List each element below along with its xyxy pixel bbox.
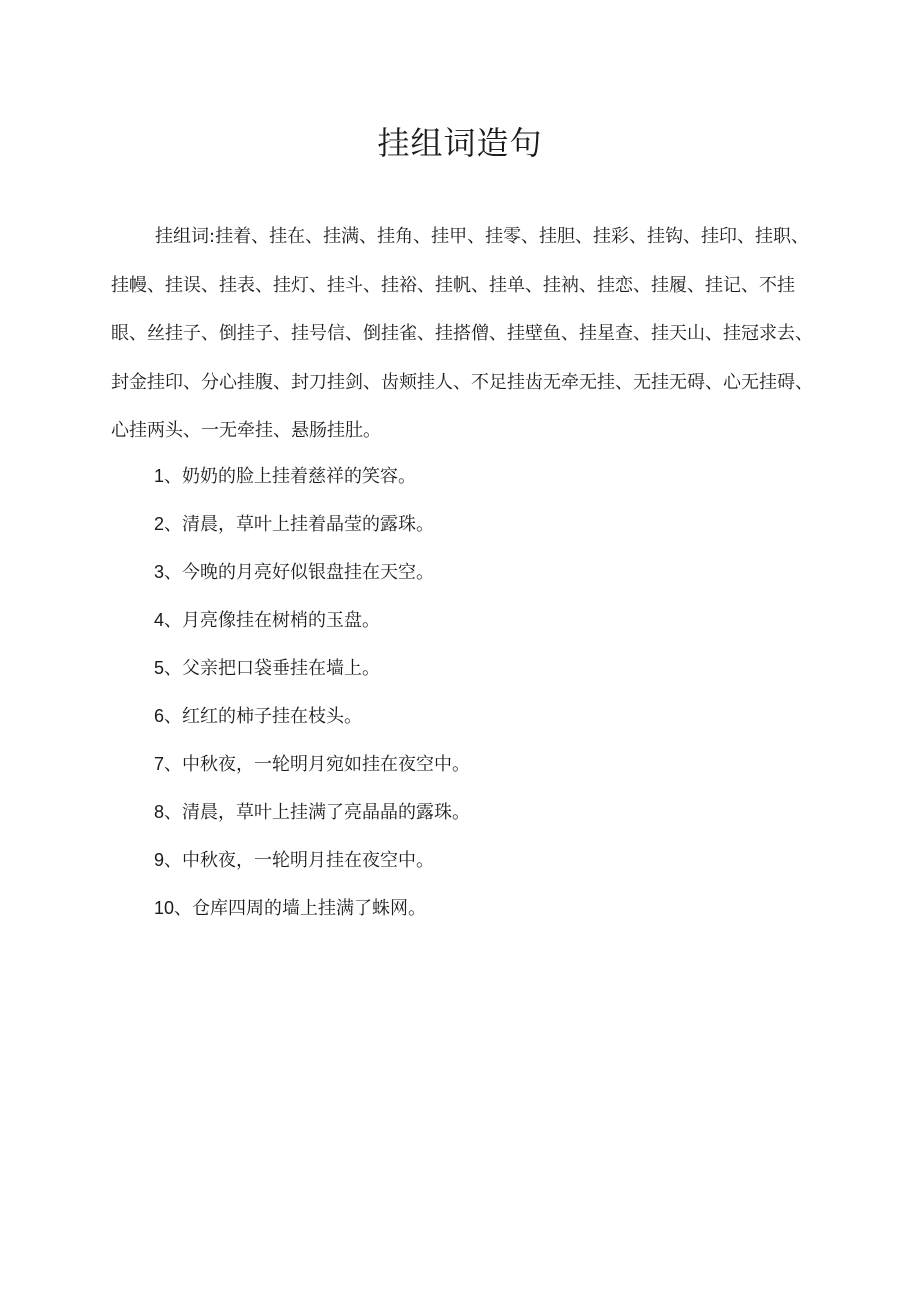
example-sentence [154,836,814,884]
example-sentence [154,740,814,788]
sentence-text: 、月亮像挂在树梢的玉盘。 [164,610,381,631]
sentence-text: 、仓库四周的墙上挂满了蛛网。 [174,898,427,919]
sentence-number: 7 [154,754,165,774]
example-sentence [154,692,814,740]
example-sentence [154,548,814,596]
sentence-text: 、父亲把口袋垂挂在墙上。 [164,658,381,679]
sentence-text: 、红红的柿子挂在枝头。 [164,706,363,727]
example-sentence [154,500,814,548]
sentence-number: 3 [154,562,165,582]
example-sentence [154,884,814,932]
sentence-text: 、清晨，草叶上挂满了亮晶晶的露珠。 [164,802,471,823]
sentence-number: 4 [154,610,165,630]
sentence-number: 6 [154,706,165,726]
sentence-number: 5 [154,658,165,678]
sentence-text: 、今晚的月亮好似银盘挂在天空。 [164,562,435,583]
example-sentence [154,596,814,644]
example-sentence [154,452,814,500]
example-sentence-list [154,452,814,932]
example-sentence [154,644,814,692]
sentence-number: 9 [154,850,165,870]
sentence-number: 2 [154,514,165,534]
sentence-text: 、中秋夜，一轮明月宛如挂在夜空中。 [164,754,471,775]
example-sentence [154,788,814,836]
sentence-number: 1 [154,466,165,486]
sentence-number: 10 [154,898,175,918]
sentence-text: 、奶奶的脸上挂着慈祥的笑容。 [164,466,417,487]
page-title: 挂组词造句 [377,124,543,162]
sentence-text: 、中秋夜，一轮明月挂在夜空中。 [164,850,435,871]
vocabulary-paragraph: 挂组词:挂着、挂在、挂满、挂角、挂甲、挂零、挂胆、挂彩、挂钩、挂印、挂职、挂幔、挂误、挂表、挂灯、挂斗、挂裕、挂帆、挂单、挂衲、挂恋、挂履、挂记、不挂眼、丝挂子、倒挂子、挂号信、倒挂雀、挂搭僧、挂壁鱼、挂星查、挂天山、挂冠求去、封金挂印、分心挂腹、封刀挂剑、齿颊挂人、不足挂齿无牵无挂、无挂无碍、心无挂碍、心挂两头、一无牵挂、悬肠挂肚。 [111,226,813,441]
sentence-text: 、清晨，草叶上挂着晶莹的露珠。 [164,514,435,535]
sentence-number: 8 [154,802,165,822]
